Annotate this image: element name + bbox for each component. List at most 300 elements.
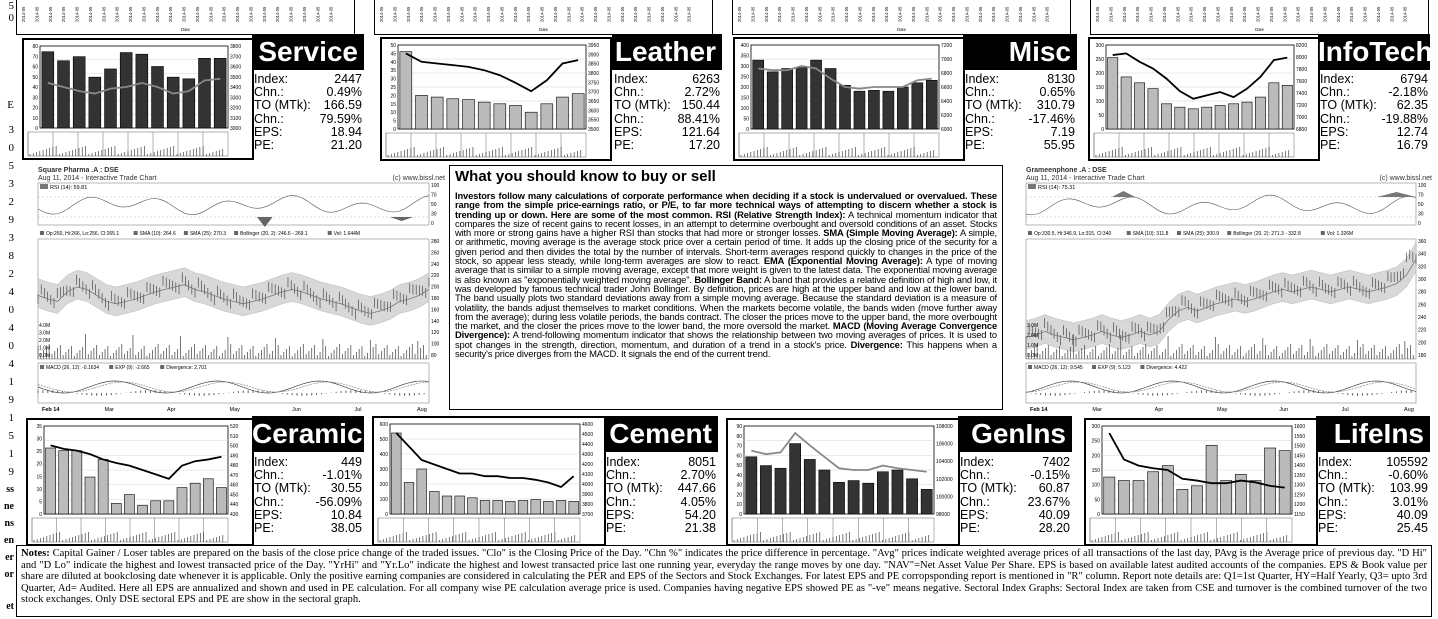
axis-tick: 50: [390, 43, 396, 49]
axis-tick: 50: [1418, 202, 1424, 208]
sector-stats-misc: [965, 73, 1075, 152]
bar: [1104, 477, 1115, 514]
stat-value: -1.01%: [322, 468, 362, 483]
bar: [775, 468, 786, 514]
stat-value: 17.20: [688, 138, 720, 153]
date-axis-label: Date: [539, 27, 548, 32]
axis-tick: 80: [32, 44, 38, 50]
stat-value: 4.05%: [680, 494, 716, 509]
date-tick: 2014-05: [1202, 6, 1207, 22]
sector-graph-ceramic: [26, 418, 254, 546]
date-tick: 2014-05: [991, 6, 997, 22]
axis-tick: 6600: [941, 85, 953, 91]
stat-value: 2.72%: [684, 85, 720, 100]
date-tick: 2014-05: [1121, 6, 1127, 22]
sector-title-service: Service: [252, 34, 364, 70]
stat-label: Index:: [606, 455, 641, 469]
date-tick: 2014-05: [1322, 6, 1328, 22]
bar: [569, 501, 579, 514]
stat-label: TO (MTk):: [254, 481, 311, 496]
axis-tick: 150: [1091, 468, 1100, 474]
axis-tick: 250: [740, 74, 749, 81]
stat-value: 40.09: [1396, 507, 1428, 522]
bar: [493, 501, 503, 515]
axis-tick: 98000: [936, 512, 950, 518]
axis-tick: 106000: [936, 441, 953, 448]
stat-value: 12.74: [1396, 124, 1428, 139]
axis-tick: 1600: [1294, 424, 1306, 430]
bar: [1177, 489, 1188, 514]
axis-tick: 6800: [941, 71, 953, 77]
stat-label: Chn.:: [960, 494, 990, 509]
axis-tick: 3000: [230, 126, 242, 132]
axis-tick: 180: [431, 296, 440, 302]
bar: [790, 444, 801, 514]
legend-div: Divergence: 4.422: [1146, 365, 1187, 371]
stat-label: Chn.:: [614, 111, 644, 126]
date-tick: 2014-05: [1017, 6, 1023, 22]
date-tick: 2014-05: [1135, 6, 1141, 22]
axis-tick: 30: [36, 436, 42, 443]
bar: [848, 481, 859, 514]
bar: [463, 100, 475, 129]
axis-tick: 40: [390, 59, 396, 66]
stat-row-to: [254, 482, 362, 495]
axis-tick: 1200: [1294, 502, 1306, 509]
axis-tick: 30: [32, 95, 38, 102]
axis-tick: 70: [32, 54, 38, 61]
date-tick: 2014-05: [419, 6, 425, 22]
axis-tick: 3650: [588, 99, 600, 105]
bar: [1215, 105, 1225, 129]
stat-value: 6794: [1400, 72, 1428, 86]
axis-tick: 10: [36, 486, 42, 493]
grameenphone-chart: [1026, 167, 1432, 413]
stat-row-pe: [1318, 522, 1428, 535]
axis-tick: 1450: [1294, 453, 1306, 460]
stat-row-to_chn: [960, 496, 1070, 509]
sector-stats-infotech: [1320, 73, 1428, 152]
stat-label: TO (MTk):: [960, 481, 1017, 496]
axis-tick: 220: [1418, 327, 1427, 334]
stat-value: 310.79: [1036, 98, 1075, 113]
date-tick: 2014-05: [74, 6, 80, 22]
axis-tick: 300: [379, 467, 388, 473]
axis-tick: 0: [1418, 221, 1421, 227]
stat-value: -2.18%: [1388, 85, 1428, 100]
axis-tick: 35: [36, 424, 42, 430]
article-heading: What you should know to buy or sell: [455, 168, 716, 185]
left-strip-char: 2: [8, 268, 14, 280]
month-label: Apr: [167, 407, 176, 413]
date-tick: 2014-05: [61, 6, 67, 22]
axis-tick: 300: [1418, 277, 1427, 283]
axis-tick: 1300: [1294, 482, 1306, 489]
axis-tick: 600: [379, 422, 388, 428]
axis-tick: 30: [1418, 211, 1424, 218]
stock-title: Square Pharma .A : DSE: [38, 167, 119, 174]
stat-label: Chn.:: [614, 85, 644, 100]
bar: [1221, 481, 1232, 514]
left-strip-char: ss: [6, 484, 14, 495]
axis-tick: 70: [431, 192, 437, 199]
axis-tick: 0: [385, 512, 388, 518]
axis-tick: 150: [740, 95, 749, 102]
bar: [431, 97, 443, 129]
notes-text: Capital Gainer / Loser tables are prepared on the basis of the close price change of the traded issues. "Clo" is the Closing Price of the Day. "Chn %" indicates the price difference in percentage. "Avg" prices indicate weighted average prices of all transactions of the last day, PAvg is the Average price of previous day. "D Hi" and "D Lo" indicate the highest and lowest transacted price of the Day. "YrHi" and "Yr.Lo" indicate the highest and lowest transacted price last one running year, everyday the range moves by one day. "NAV"=Net Asset Value Per Share. EPS is based on available latest audited accounts of the companies. EPS & Book value per share are diluted at bookclosing date whenever it is applicable. Only the positive earning companies are considered in calculating the PER and EPS of the Sectors and Stock Exchanges. For latest EPS and PE corropsponding report is mentioned in "R" column. Report note details are: Q1=1st Quarter, HY=Half Yearly, Q3= upto 3rd Quarter, Ad= Audited. Here all EPS are annualized and shown and used in PE calculation. For all company wise PE calculation average price is used. Companies having negative EPS showed PE as "-ve" means negative. Sectoral Index Graphs: Sectoral Index are taken from CSE and turnover is the combined turnover of the two stock exchanges. Only DSE sectoral EPS and PE are show in the sectoral graph.: [21, 548, 1427, 606]
stat-value: 8130: [1047, 72, 1075, 86]
stat-label: EPS:: [606, 507, 635, 522]
date-tick: 2014-05: [472, 6, 478, 22]
date-tick: 2014-05: [606, 6, 612, 22]
axis-tick: 25: [390, 85, 396, 91]
axis-tick: 4500: [582, 432, 594, 438]
stat-label: Chn.:: [1320, 111, 1350, 126]
axis-tick: 60: [32, 64, 38, 71]
bar: [760, 466, 771, 514]
axis-tick: 3100: [230, 115, 242, 122]
date-tick: 2014-05: [1108, 6, 1114, 22]
axis-tick: 30: [390, 76, 396, 83]
stat-value: 10.84: [330, 507, 362, 522]
bar: [478, 102, 490, 129]
text-sma: A simple, or arithmetic, moving average is the average stock price over a certain period of time. It adds up the closing price of the security for a given period and then divides the total by the number of intervals. Short-term averages respond quickly to changes in the price of the stock, so appear less steady, while long-term averages are slow to react.: [455, 227, 997, 267]
left-strip-char: 2: [8, 196, 14, 208]
axis-tick: 360: [1418, 239, 1427, 245]
legend-div: Divergence: 2.701: [166, 365, 207, 371]
axis-tick: 25: [36, 449, 42, 456]
axis-tick: 35: [390, 68, 396, 75]
axis-tick: 5: [393, 118, 396, 125]
bar: [1175, 107, 1185, 129]
stat-label: EPS:: [960, 507, 989, 522]
stat-value: 7402: [1042, 455, 1070, 469]
axis-tick: 100: [1091, 482, 1100, 489]
buy-sell-article: [449, 165, 1003, 410]
left-strip-char: er: [5, 552, 14, 563]
bar: [1279, 451, 1290, 514]
axis-tick: 430: [230, 512, 239, 518]
stat-value: 55.95: [1043, 138, 1075, 153]
bar: [455, 496, 465, 514]
axis-tick: 20: [736, 492, 742, 499]
month-label: Feb 14: [42, 407, 60, 413]
volume-tick: 2.0M: [39, 338, 51, 344]
date-tick: 2014-05: [392, 6, 398, 22]
stock-subheader: [38, 175, 445, 183]
top-cutoff-chart-2: [374, 0, 713, 35]
stat-value: 88.41%: [677, 111, 720, 126]
date-tick: 2014-05: [459, 6, 465, 22]
axis-tick: 50: [431, 202, 437, 208]
stat-label: TO (MTk):: [606, 481, 663, 496]
stat-row-pe: [1320, 139, 1428, 152]
axis-tick: 10: [32, 115, 38, 122]
stat-value: 3.01%: [1392, 494, 1428, 509]
left-strip-char: 4: [8, 322, 14, 334]
bar: [404, 483, 414, 515]
date-tick: 2014-05: [579, 6, 585, 22]
stat-row-to: [1318, 482, 1428, 495]
bar: [164, 501, 174, 514]
date-tick: 2014-05: [817, 6, 823, 22]
axis-tick: 0: [1097, 512, 1100, 518]
stat-row-to_chn: [254, 113, 362, 126]
axis-tick: 3900: [582, 492, 594, 498]
axis-tick: 520: [230, 424, 239, 430]
month-label: Jul: [1341, 407, 1349, 413]
square-pharma-chart: [38, 167, 445, 413]
stock-subheader: [1026, 175, 1432, 183]
axis-tick: 50: [736, 463, 742, 470]
bar: [203, 479, 213, 514]
axis-tick: 200: [740, 85, 749, 91]
axis-tick: 50: [1098, 113, 1104, 119]
left-strip-char: et: [6, 601, 14, 612]
date-tick: 2014-05: [1175, 6, 1181, 22]
axis-tick: 45: [390, 51, 396, 58]
date-tick: 2014-05: [659, 6, 665, 22]
axis-tick: 7200: [941, 43, 953, 49]
volume-tick: 3.0M: [39, 330, 51, 337]
date-tick: 2014-05: [897, 6, 903, 22]
sector-title-genins: GenIns: [958, 416, 1072, 452]
stat-label: PE:: [1320, 138, 1341, 153]
axis-tick: 3600: [230, 64, 242, 71]
date-tick: 2014-05: [1282, 6, 1288, 22]
bar: [89, 77, 101, 128]
stat-label: Chn.:: [606, 468, 636, 483]
bar: [897, 87, 908, 129]
stat-value: 25.45: [1396, 521, 1428, 536]
date-tick: 2014-05: [221, 6, 227, 22]
bar: [1161, 104, 1171, 129]
axis-tick: 120: [431, 330, 440, 337]
date-tick: 2014-05: [750, 6, 756, 22]
axis-tick: 30: [736, 482, 742, 489]
legend-ohlc: Op:330.5, Hi:346.9, Lo:315, Cl:340: [1034, 231, 1112, 237]
stat-label: Index:: [960, 455, 995, 469]
stat-row-pe: [965, 139, 1075, 152]
stat-row-to: [614, 99, 720, 112]
stat-value: 23.67%: [1027, 494, 1070, 509]
stock-header: [1026, 167, 1432, 183]
left-strip-char: 3: [8, 124, 14, 136]
axis-tick: 240: [431, 261, 440, 268]
axis-tick: 1250: [1294, 492, 1306, 499]
stat-value: 103.99: [1389, 481, 1428, 496]
notes-box: [16, 545, 1432, 617]
term-macd: MACD (Moving Average Convergence Divergence):: [455, 320, 998, 341]
axis-tick: 3700: [588, 89, 600, 96]
bar: [753, 60, 764, 129]
date-tick: 2014-05: [208, 6, 214, 22]
sector-graph-service: [22, 38, 254, 160]
sector-title-cement: Cement: [604, 416, 718, 452]
bar: [912, 83, 923, 129]
bar: [46, 448, 56, 514]
axis-tick: 240: [1418, 315, 1427, 321]
bar: [1121, 77, 1131, 129]
axis-tick: 300: [1091, 424, 1100, 430]
bar: [447, 99, 459, 129]
bar: [767, 72, 778, 129]
month-label: Jun: [292, 407, 301, 413]
sector-title-misc: Misc: [963, 34, 1077, 70]
bar: [1202, 107, 1212, 129]
bar: [72, 451, 82, 514]
stat-label: PE:: [965, 138, 986, 153]
stat-label: TO (MTk):: [254, 98, 311, 113]
bar: [1188, 109, 1198, 129]
date-tick: 2014-05: [154, 6, 160, 22]
stat-label: Chn.:: [1318, 494, 1348, 509]
date-tick: 2014-05: [128, 6, 133, 22]
legend-exp: EXP (9): -2.665: [115, 365, 150, 371]
axis-tick: 40: [32, 85, 38, 91]
axis-tick: 510: [230, 433, 239, 440]
bar: [506, 501, 516, 514]
axis-tick: 220: [431, 273, 440, 280]
axis-tick: 160: [431, 307, 440, 314]
bar: [892, 470, 903, 514]
bar: [1282, 85, 1292, 129]
stat-row-to_chn: [254, 496, 362, 509]
axis-tick: 70: [736, 443, 742, 450]
top-cutoff-chart-1: [16, 0, 355, 35]
left-strip-char: 3: [8, 178, 14, 190]
axis-tick: 280: [1418, 289, 1427, 296]
axis-tick: 7800: [1296, 67, 1308, 73]
axis-tick: 15: [390, 101, 396, 108]
left-strip-char: 1: [8, 412, 14, 424]
month-label: Mar: [1092, 407, 1102, 413]
axis-tick: 3800: [588, 71, 600, 77]
date-tick: 2014-05: [168, 6, 174, 22]
axis-tick: 7400: [1296, 91, 1308, 97]
text-bollinger: A band that provides a relative definition of high and low, it was developed by famous technical trader John Bollinger. By definition, prices are high at the upper band and low at the lower band. The band usually plots two standard deviations away from a simple moving average. Because the standard deviation is a measure of volatility, the bands adjust themselves to market conditions. When the markets become volatile, the bands widen (move further away from the average); during less volatile periods, the bands contract. The closer the prices move to the upper band, the more overbought the market, and the closer the prices move to the lower band, the more oversold the market.: [455, 273, 997, 332]
article-body: [455, 191, 997, 358]
axis-tick: 1150: [1294, 512, 1305, 518]
stat-label: Index:: [254, 72, 289, 86]
stat-label: EPS:: [254, 124, 283, 139]
sector-graph-cement: [372, 416, 606, 546]
date-tick: 2014-05: [101, 6, 107, 22]
axis-tick: 80: [431, 353, 437, 359]
axis-tick: 4200: [582, 462, 594, 468]
bar: [1148, 89, 1158, 129]
bar: [124, 495, 134, 514]
stat-row-to_chn: [614, 113, 720, 126]
stat-value: 0.49%: [326, 85, 362, 100]
legend-sma10: SMA (10): 264.6: [139, 231, 176, 237]
volume-tick: 1.0M: [39, 345, 51, 352]
date-tick: 2014-05: [288, 6, 294, 22]
axis-tick: 400: [379, 452, 388, 458]
date-tick: 2014-05: [432, 6, 438, 22]
stat-value: 30.55: [330, 481, 362, 496]
date-tick: 2014-05: [379, 6, 384, 22]
date-tick: 2014-05: [1349, 6, 1355, 22]
notes-label: Notes:: [21, 548, 50, 559]
axis-tick: 0: [39, 512, 42, 518]
stat-row-pe: [614, 139, 720, 152]
axis-tick: 6000: [941, 127, 953, 133]
bar: [42, 52, 54, 128]
bar: [510, 105, 522, 129]
sector-title-lifeins: LifeIns: [1316, 416, 1430, 452]
axis-tick: 3800: [582, 502, 594, 508]
date-tick: 2014-05: [526, 6, 532, 22]
left-strip-char: or: [4, 569, 14, 580]
bar: [392, 433, 402, 514]
legend-vol: Vol: 1.326M: [1326, 231, 1354, 237]
stock-credit: (c) www.bissl.net: [1379, 175, 1432, 182]
axis-tick: 20: [36, 461, 42, 468]
axis-tick: 1500: [1294, 443, 1306, 450]
date-tick: 2014-05: [114, 6, 120, 22]
axis-tick: 7600: [1296, 79, 1308, 85]
date-tick: 2014-05: [1309, 6, 1314, 22]
stat-row-pe: [254, 139, 362, 152]
stat-label: EPS:: [965, 124, 994, 139]
term-rsi: RSI (Relative Strength Index):: [715, 208, 846, 220]
date-tick: 2014-05: [884, 6, 890, 22]
left-strip-char: 1: [8, 376, 14, 388]
legend-boll: Bollinger (20, 2): 246.6 - 269.1: [240, 231, 308, 237]
date-tick: 2014-05: [181, 6, 187, 22]
stat-label: Chn.:: [254, 111, 284, 126]
legend-sma10: SMA (10): 311.8: [1132, 231, 1169, 237]
axis-tick: 250: [1091, 438, 1100, 445]
stock-date: Aug 11, 2014 - Interactive Trade Chart: [38, 175, 157, 182]
term-sma: SMA (Simple Moving Average):: [823, 227, 958, 239]
date-tick: 2014-05: [619, 6, 625, 22]
bar: [214, 58, 226, 128]
bar: [921, 489, 932, 514]
axis-tick: 3550: [588, 117, 600, 124]
legend-vol: Vol: 1.644M: [333, 231, 361, 237]
axis-tick: 100: [431, 341, 440, 348]
legend-boll: Bollinger (20, 2): 271.3 - 332.8: [1233, 231, 1301, 237]
stat-label: TO (MTk):: [1320, 98, 1377, 113]
month-label: May: [229, 407, 240, 413]
bar: [556, 501, 566, 515]
bar: [59, 451, 69, 514]
axis-tick: 3900: [588, 52, 600, 59]
axis-tick: 340: [1418, 251, 1427, 258]
axis-tick: 8200: [1296, 43, 1308, 49]
date-tick: 2014-05: [1389, 6, 1395, 22]
date-tick: 2014-05: [315, 6, 321, 22]
stat-value: -56.09%: [315, 494, 362, 509]
legend-exp: EXP (9): 5.123: [1098, 365, 1131, 371]
date-tick: 2014-05: [301, 6, 307, 22]
stock-header: [38, 167, 445, 183]
volume-tick: 0.0M: [39, 353, 51, 359]
axis-tick: 0: [739, 512, 742, 518]
bar: [1133, 481, 1144, 514]
date-tick: 2014-05: [937, 6, 943, 22]
month-label: May: [1217, 407, 1228, 413]
date-tick: 2014-05: [777, 6, 783, 22]
date-tick: 2014-05: [686, 6, 692, 22]
date-tick: 2014-05: [1095, 6, 1100, 22]
sector-graph-leather: [380, 37, 612, 161]
stock-date: Aug 11, 2014 - Interactive Trade Chart: [1026, 175, 1145, 182]
date-tick: 2014-05: [194, 6, 200, 22]
article-intro: Investors follow many calculations of corporate performance when deciding if a stock is undervalued or overvalued. These range from the simple price-earnings ratio, or P/E, to far more technical ways of attempting to discern whether a stock is trending up or down. Here are some of the most common.: [455, 190, 997, 220]
